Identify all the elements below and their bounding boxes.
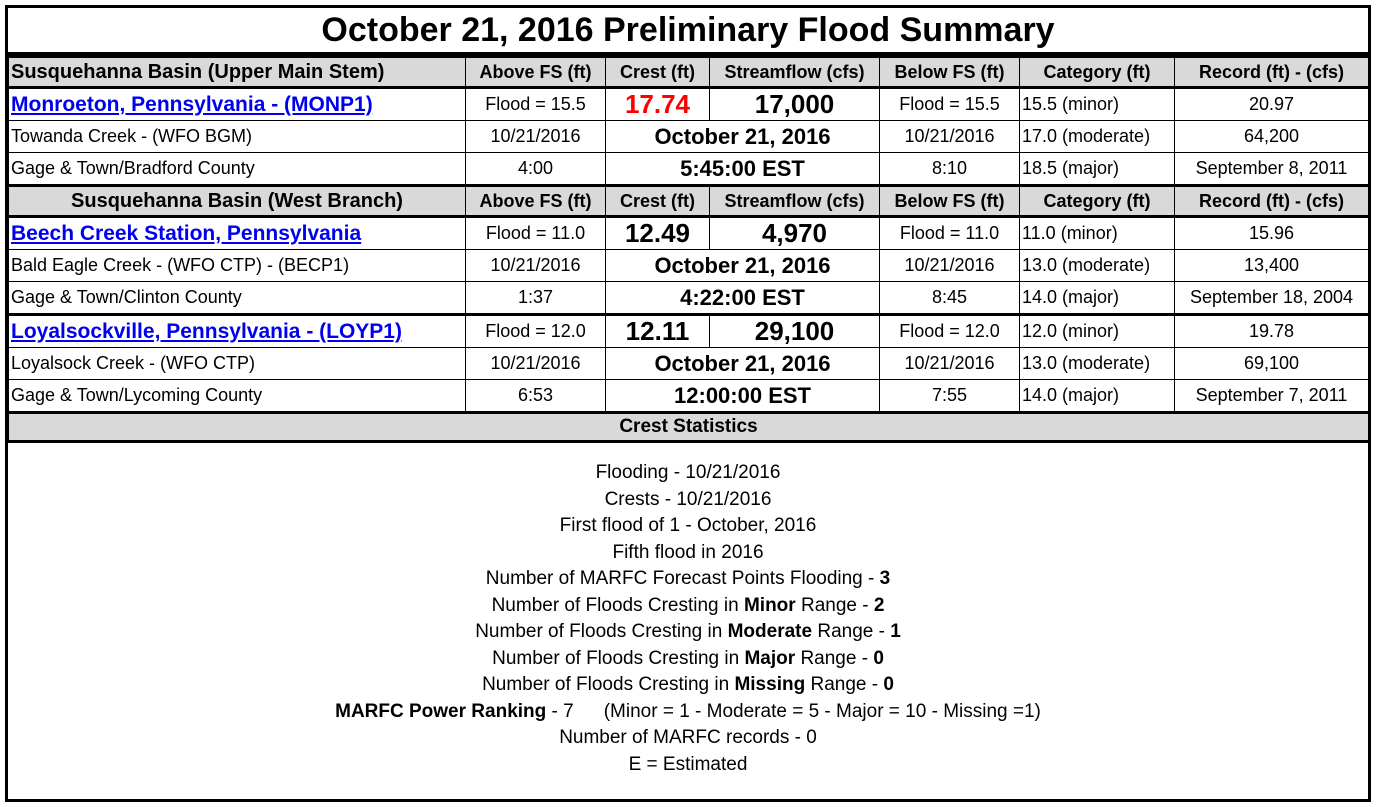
below-flood: Flood = 15.5	[880, 88, 1020, 121]
crest-statistics-header	[9, 413, 1369, 442]
above-flood: Flood = 11.0	[466, 217, 606, 250]
stat-range-word: Moderate	[727, 621, 813, 642]
above-flood: Flood = 15.5	[466, 88, 606, 121]
basin-name: Susquehanna Basin (Upper Main Stem)	[9, 57, 466, 88]
power-ranking-value: - 7	[546, 700, 574, 722]
record-ft: 15.96	[1175, 217, 1369, 250]
station-row	[9, 282, 1369, 315]
page-title: October 21, 2016 Preliminary Flood Summary	[8, 8, 1368, 55]
stat-first-flood: First flood of 1 - October, 2016	[559, 515, 817, 536]
col-category: Category (ft)	[1020, 57, 1175, 88]
stat-range-word: Missing	[734, 674, 806, 695]
flood-table	[8, 55, 1369, 443]
crest-date: October 21, 2016	[606, 348, 880, 380]
category-minor: 11.0 (minor)	[1020, 217, 1175, 250]
stat-value: 3	[879, 568, 891, 589]
record-ft: 19.78	[1175, 315, 1369, 348]
col-above-fs: Above FS (ft)	[466, 57, 606, 88]
record-date: September 18, 2004	[1175, 282, 1369, 315]
station-link-becp1[interactable]: Beech Creek Station, Pennsylvania	[11, 221, 362, 245]
col-crest: Crest (ft)	[606, 186, 710, 217]
below-date: 10/21/2016	[880, 121, 1020, 153]
stat-label: Range -	[805, 674, 884, 695]
stat-power-ranking	[8, 699, 1368, 726]
above-date: 10/21/2016	[466, 348, 606, 380]
crest-time: 12:00:00 EST	[606, 380, 880, 413]
stat-range-word: Minor	[743, 594, 796, 616]
stat-major	[8, 646, 1368, 673]
record-cfs: 64,200	[1175, 121, 1369, 153]
station-row	[9, 88, 1369, 121]
stat-minor	[8, 593, 1368, 620]
crest-time: 4:22:00 EST	[606, 282, 880, 315]
above-time: 4:00	[466, 153, 606, 186]
crest-date: October 21, 2016	[606, 121, 880, 153]
stat-value: 0	[883, 674, 894, 695]
col-above-fs: Above FS (ft)	[466, 186, 606, 217]
stat-estimated: E = Estimated	[628, 753, 748, 775]
station-link-monp1[interactable]: Monroeton, Pennsylvania - (MONP1)	[11, 92, 373, 116]
col-below-fs: Below FS (ft)	[880, 57, 1020, 88]
creek-name: Loyalsock Creek - (WFO CTP)	[9, 348, 466, 380]
gage-town: Gage & Town/Bradford County	[9, 153, 466, 186]
station-row	[9, 217, 1369, 250]
streamflow-value: 4,970	[710, 217, 880, 250]
col-streamflow: Streamflow (cfs)	[710, 186, 880, 217]
stat-flooding: Flooding - 10/21/2016	[595, 462, 781, 483]
stat-fifth-flood: Fifth flood in 2016	[612, 541, 764, 563]
creek-name: Towanda Creek - (WFO BGM)	[9, 121, 466, 153]
below-flood: Flood = 12.0	[880, 315, 1020, 348]
section-header	[9, 57, 1369, 88]
crest-time: 5:45:00 EST	[606, 153, 880, 186]
crest-value: 17.74	[606, 88, 710, 121]
category-major: 14.0 (major)	[1020, 282, 1175, 315]
stat-value: 2	[873, 594, 885, 616]
stat-label: Range -	[795, 594, 874, 616]
station-row	[9, 380, 1369, 413]
below-flood: Flood = 11.0	[880, 217, 1020, 250]
streamflow-value: 17,000	[710, 88, 880, 121]
crest-value: 12.49	[606, 217, 710, 250]
above-time: 1:37	[466, 282, 606, 315]
power-ranking-note: (Minor = 1 - Moderate = 5 - Major = 10 - Missing =1)	[603, 700, 1041, 722]
stat-forecast-points	[8, 566, 1368, 593]
col-record: Record (ft) - (cfs)	[1175, 57, 1369, 88]
stat-label: Number of Floods Cresting in	[491, 594, 744, 616]
record-cfs: 69,100	[1175, 348, 1369, 380]
station-row	[9, 348, 1369, 380]
stat-label: Number of Floods Cresting in	[492, 647, 745, 669]
above-time: 6:53	[466, 380, 606, 413]
category-major: 14.0 (major)	[1020, 380, 1175, 413]
creek-name: Bald Eagle Creek - (WFO CTP) - (BECP1)	[9, 250, 466, 282]
stat-label: Range -	[812, 621, 891, 642]
stat-records: Number of MARFC records - 0	[559, 727, 817, 748]
record-date: September 7, 2011	[1175, 380, 1369, 413]
col-category: Category (ft)	[1020, 186, 1175, 217]
below-date: 10/21/2016	[880, 250, 1020, 282]
basin-name: Susquehanna Basin (West Branch)	[9, 186, 466, 217]
category-moderate: 17.0 (moderate)	[1020, 121, 1175, 153]
above-flood: Flood = 12.0	[466, 315, 606, 348]
stat-label: Number of Floods Cresting in	[475, 621, 728, 642]
category-minor: 12.0 (minor)	[1020, 315, 1175, 348]
crest-value: 12.11	[606, 315, 710, 348]
stat-crests: Crests - 10/21/2016	[604, 488, 772, 510]
gage-town: Gage & Town/Lycoming County	[9, 380, 466, 413]
record-cfs: 13,400	[1175, 250, 1369, 282]
record-date: September 8, 2011	[1175, 153, 1369, 186]
category-major: 18.5 (major)	[1020, 153, 1175, 186]
power-ranking-label: MARFC Power Ranking	[335, 700, 547, 722]
below-time: 7:55	[880, 380, 1020, 413]
crest-statistics	[8, 460, 1368, 778]
stat-value: 0	[873, 647, 884, 669]
col-crest: Crest (ft)	[606, 57, 710, 88]
below-date: 10/21/2016	[880, 348, 1020, 380]
below-time: 8:45	[880, 282, 1020, 315]
above-date: 10/21/2016	[466, 250, 606, 282]
streamflow-value: 29,100	[710, 315, 880, 348]
station-row	[9, 153, 1369, 186]
category-minor: 15.5 (minor)	[1020, 88, 1175, 121]
category-moderate: 13.0 (moderate)	[1020, 250, 1175, 282]
station-link-loyp1[interactable]: Loyalsockville, Pennsylvania - (LOYP1)	[11, 319, 402, 343]
stat-value: 1	[890, 621, 901, 642]
stat-moderate	[8, 619, 1368, 646]
station-row	[9, 315, 1369, 348]
stat-label: Number of Floods Cresting in	[482, 674, 735, 695]
crest-date: October 21, 2016	[606, 250, 880, 282]
stat-label: Number of MARFC Forecast Points Flooding -	[485, 568, 880, 589]
col-streamflow: Streamflow (cfs)	[710, 57, 880, 88]
station-row	[9, 121, 1369, 153]
category-moderate: 13.0 (moderate)	[1020, 348, 1175, 380]
crest-statistics-title: Crest Statistics	[9, 413, 1369, 442]
station-row	[9, 250, 1369, 282]
below-time: 8:10	[880, 153, 1020, 186]
flood-summary-panel	[5, 5, 1371, 802]
record-ft: 20.97	[1175, 88, 1369, 121]
col-below-fs: Below FS (ft)	[880, 186, 1020, 217]
gage-town: Gage & Town/Clinton County	[9, 282, 466, 315]
section-header	[9, 186, 1369, 217]
stat-missing	[8, 672, 1368, 699]
stat-range-word: Major	[744, 647, 796, 669]
col-record: Record (ft) - (cfs)	[1175, 186, 1369, 217]
above-date: 10/21/2016	[466, 121, 606, 153]
stat-label: Range -	[795, 647, 874, 669]
